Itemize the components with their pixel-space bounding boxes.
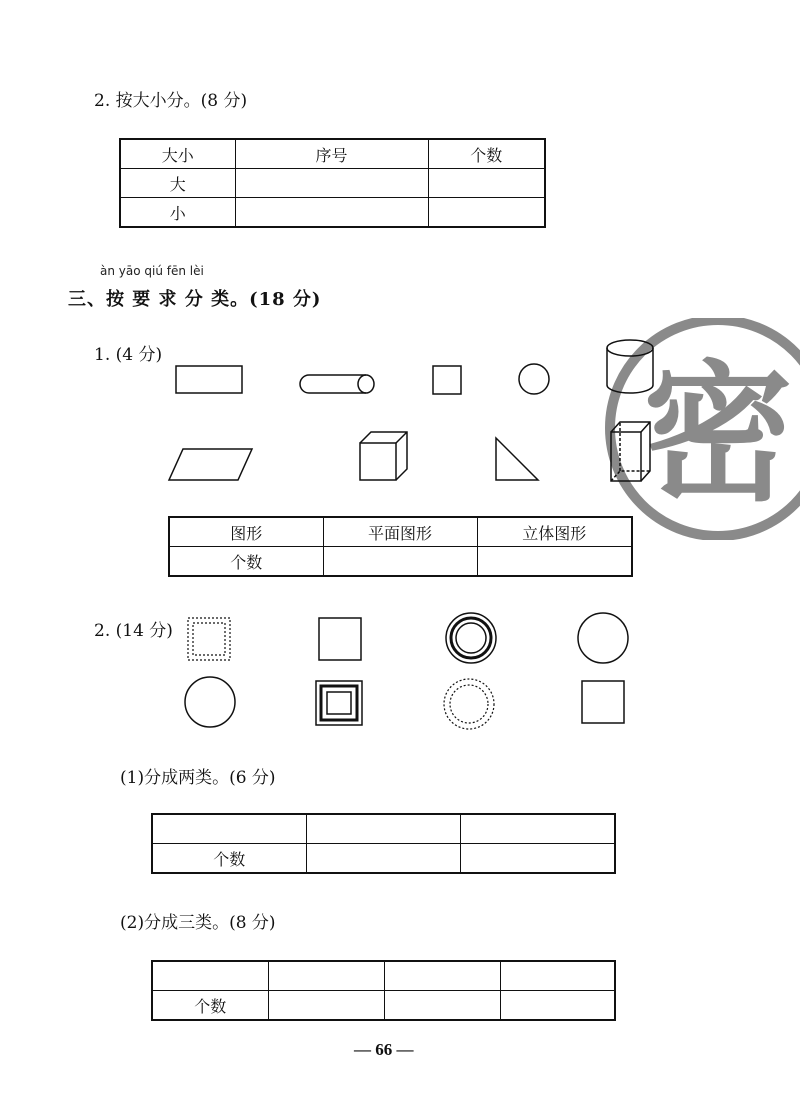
category-label-cell[interactable]: [152, 814, 306, 844]
dashed-square-shape: [188, 618, 230, 660]
ring-circle-shape: [446, 613, 496, 663]
circle-shape: [519, 364, 549, 394]
circle-shape-2: [578, 613, 628, 663]
section-3-pinyin: àn yāo qiú fēn lèi: [100, 264, 204, 278]
category-1-cell[interactable]: [268, 961, 384, 991]
question-2-title: 2. 按大小分。(8 分): [94, 91, 248, 111]
category-2-count-cell[interactable]: [384, 991, 500, 1021]
sub-2-title: (2)分成三类。(8 分): [120, 913, 276, 933]
category-2-cell[interactable]: [460, 814, 615, 844]
header-serial: 序号: [235, 139, 428, 169]
stamp-character: 密: [642, 348, 794, 522]
parallelogram-shape: [169, 449, 252, 480]
square-shape: [433, 366, 461, 394]
category-2-cell[interactable]: [384, 961, 500, 991]
category-3-cell[interactable]: [500, 961, 615, 991]
page-number: — 66 —: [354, 1040, 414, 1059]
count-label: 个数: [169, 547, 323, 577]
header-shape: 图形: [169, 517, 323, 547]
plane-count-cell[interactable]: [323, 547, 477, 577]
circle-shape-3: [185, 677, 235, 727]
triangle-shape: [496, 438, 538, 480]
square-shape-2: [319, 618, 361, 660]
category-3-count-cell[interactable]: [500, 991, 615, 1021]
sub-1-title: (1)分成两类。(6 分): [120, 768, 276, 788]
count-label: 个数: [152, 844, 306, 874]
section-3-title: 三、按 要 求 分 类。(18 分): [68, 289, 322, 310]
cuboid-shape: [611, 422, 650, 481]
row-label-small: 小: [120, 198, 235, 228]
category-1-count-cell[interactable]: [268, 991, 384, 1021]
row-label-big: 大: [120, 169, 235, 198]
cylinder-lying-shape: [300, 375, 374, 393]
count-label: 个数: [152, 991, 268, 1021]
part-1-title: 1. (4 分): [94, 345, 163, 365]
category-1-count-cell[interactable]: [306, 844, 460, 874]
category-2-count-cell[interactable]: [460, 844, 615, 874]
three-category-table: [151, 960, 616, 1021]
header-count: 个数: [428, 139, 545, 169]
header-solid-shape: 立体图形: [477, 517, 632, 547]
nested-square-shape: [316, 681, 362, 725]
dashed-circle-shape: [444, 679, 494, 729]
header-plane-shape: 平面图形: [323, 517, 477, 547]
part-1-table: [168, 516, 633, 577]
category-1-cell[interactable]: [306, 814, 460, 844]
header-size: 大小: [120, 139, 235, 169]
solid-count-cell[interactable]: [477, 547, 632, 577]
cylinder-standing-shape: [607, 340, 653, 393]
two-category-table: [151, 813, 616, 874]
part-2-title: 2. (14 分): [94, 621, 173, 641]
category-label-cell[interactable]: [152, 961, 268, 991]
rectangle-shape: [176, 366, 242, 393]
cube-shape: [360, 432, 407, 480]
square-shape-3: [582, 681, 624, 723]
